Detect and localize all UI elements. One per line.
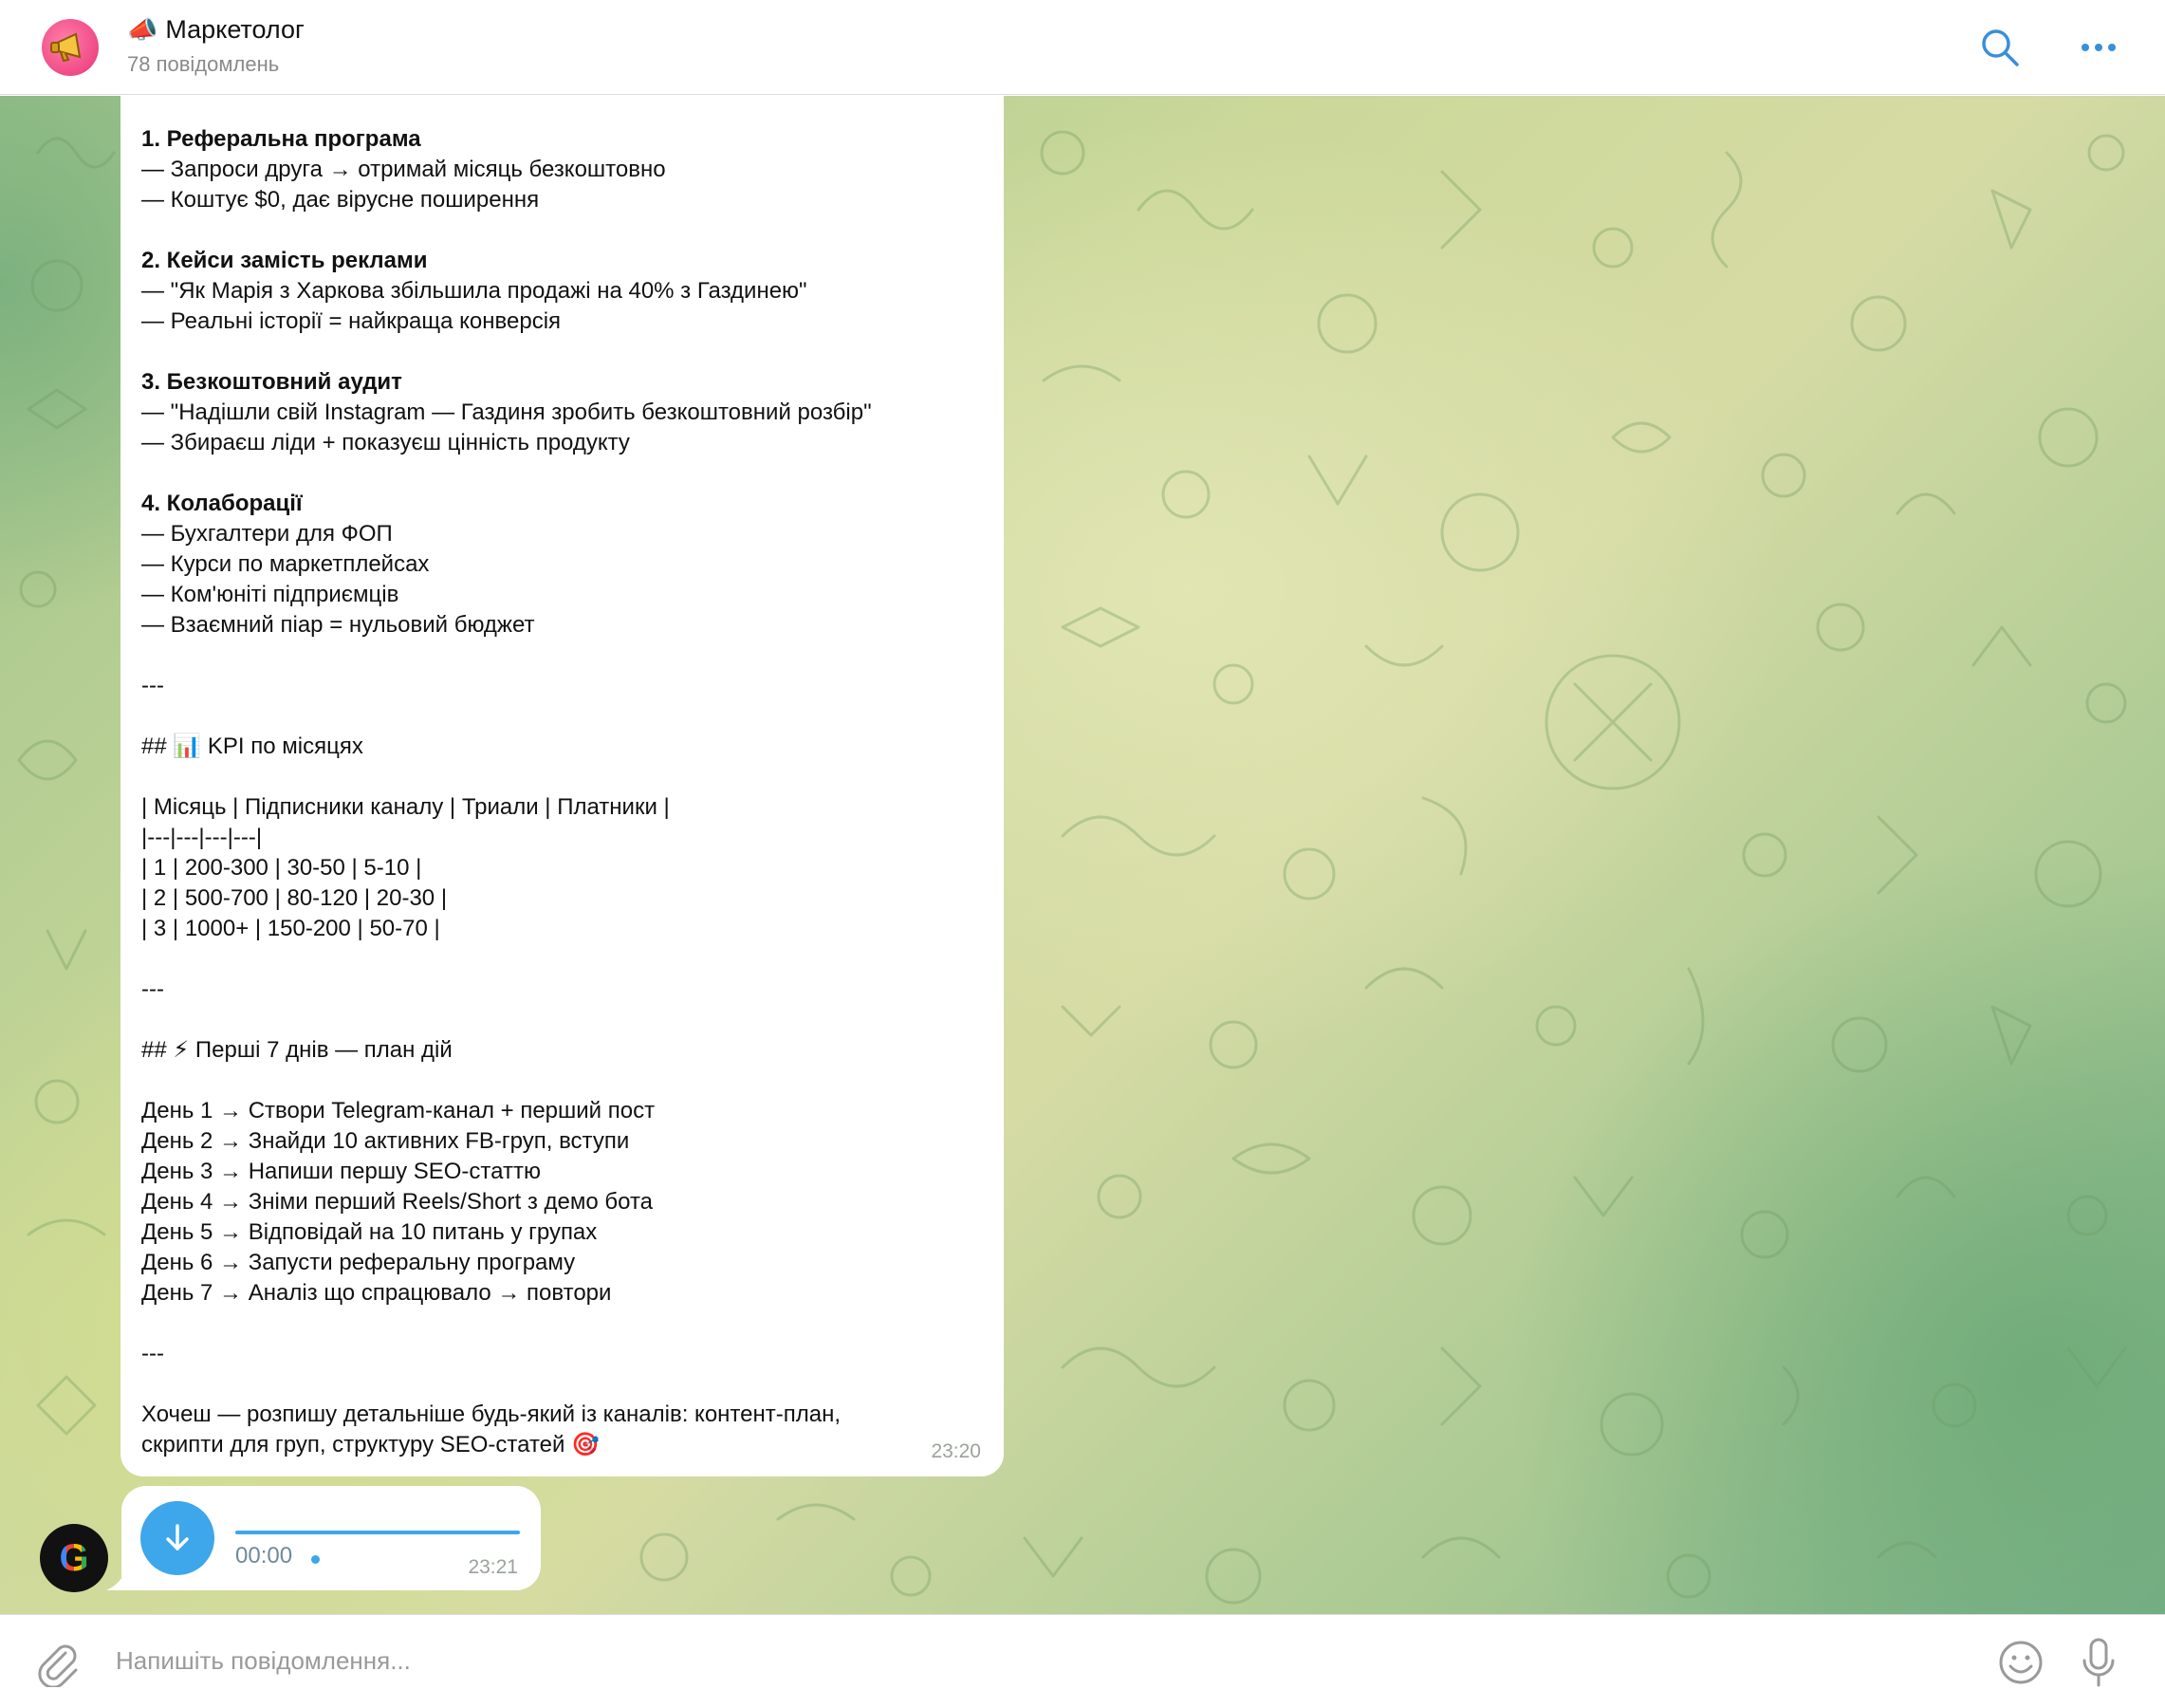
message-line: 2. Кейси замість реклами <box>141 248 428 273</box>
message-line: 3. Безкоштовний аудит <box>141 369 402 395</box>
message-line: — Запроси друга → отримай місяць безкоштовно <box>141 157 666 182</box>
message-text <box>141 124 983 1460</box>
message-line <box>141 1369 983 1400</box>
message-line: ## 📊 KPI по місяцях <box>141 733 363 759</box>
microphone-icon <box>2080 1636 2118 1689</box>
message-line: | Місяць | Підписники каналу | Триали | Платники | <box>141 794 670 820</box>
message-line: --- <box>141 1341 164 1366</box>
message-line <box>141 762 983 792</box>
message-line: |---|---|---|---| <box>141 825 263 850</box>
message-line: — Реальні історії = найкраща конверсія <box>141 308 562 334</box>
voice-duration: 00:00 <box>235 1543 293 1569</box>
search-icon <box>1979 27 2021 68</box>
chat-title-text: Маркетолог <box>165 15 305 44</box>
message-line: — Взаємний піар = нульовий бюджет <box>141 612 535 638</box>
message-line: — "Як Марія з Харкова збільшила продажі на 40% з Газдинею" <box>141 278 807 304</box>
unplayed-dot <box>311 1555 320 1564</box>
message-line: --- <box>141 976 164 1002</box>
attach-button[interactable] <box>34 1640 82 1687</box>
chat-title <box>127 15 305 45</box>
message-line <box>141 1309 983 1339</box>
sender-avatar[interactable] <box>40 1524 108 1592</box>
voice-message-bubble[interactable] <box>121 1486 541 1590</box>
message-line: День 7 → Аналіз що спрацювало → повтори <box>141 1280 612 1306</box>
message-line: | 3 | 1000+ | 150-200 | 50-70 | <box>141 916 440 941</box>
message-line: — Коштує $0, дає вірусне поширення <box>141 187 540 213</box>
message-time: 23:20 <box>931 1440 981 1462</box>
message-line: День 3 → Напиши першу SEO-статтю <box>141 1159 541 1184</box>
message-line: День 5 → Відповідай на 10 питань у групах <box>141 1219 598 1245</box>
message-line: --- <box>141 673 164 698</box>
emoji-button[interactable] <box>1996 1638 2045 1687</box>
sender-avatar-letter: G <box>59 1536 89 1579</box>
more-button[interactable] <box>2078 28 2119 66</box>
message-line <box>141 701 983 732</box>
message-line: | 2 | 500-700 | 80-120 | 20-30 | <box>141 885 448 911</box>
message-line: — "Надішли свій Instagram — Газдиня зробить безкоштовний розбір" <box>141 399 872 425</box>
message-line: — Ком'юніті підприємців <box>141 582 399 607</box>
search-button[interactable] <box>1979 27 2021 68</box>
message-bubble[interactable] <box>120 96 1004 1476</box>
message-line <box>141 1066 983 1096</box>
paperclip-icon <box>34 1640 82 1687</box>
message-count: 78 повідомлень <box>127 52 280 76</box>
download-button[interactable] <box>140 1501 214 1575</box>
message-line <box>141 215 983 246</box>
message-line <box>141 458 983 489</box>
message-line <box>141 944 983 975</box>
message-line: День 2 → Знайди 10 активних FB-груп, вступи <box>141 1128 630 1154</box>
message-line: 4. Колаборації <box>141 491 303 516</box>
channel-avatar[interactable] <box>42 19 99 76</box>
message-line: День 1 → Створи Telegram-канал + перший пост <box>141 1098 656 1123</box>
message-input[interactable] <box>116 1632 1966 1689</box>
message-composer <box>0 1614 2165 1708</box>
chat-area[interactable] <box>0 96 2165 1614</box>
message-line: 1. Реферальна програма <box>141 126 421 152</box>
download-arrow-icon <box>160 1521 194 1555</box>
microphone-button[interactable] <box>2080 1636 2118 1689</box>
message-line: ## ⚡ Перші 7 днів — план дій <box>141 1037 453 1063</box>
megaphone-icon <box>49 28 91 66</box>
emoji-icon <box>1996 1638 2045 1687</box>
message-line <box>141 640 983 671</box>
megaphone-emoji-icon: 📣 <box>127 15 158 44</box>
voice-message-time: 23:21 <box>468 1556 518 1578</box>
message-line: — Збираєш ліди + показуєш цінність продукту <box>141 430 630 455</box>
message-line: — Курси по маркетплейсах <box>141 551 430 577</box>
message-line: День 6 → Запусти реферальну програму <box>141 1250 576 1275</box>
message-line: | 1 | 200-300 | 30-50 | 5-10 | <box>141 855 422 881</box>
message-line: День 4 → Зніми перший Reels/Short з демо бота <box>141 1189 654 1215</box>
message-line: — Бухгалтери для ФОП <box>141 521 393 547</box>
message-line: Хочеш — розпишу детальніше будь-який із каналів: контент-план, <box>141 1402 841 1427</box>
more-icon <box>2078 28 2119 66</box>
chat-header <box>0 0 2165 95</box>
message-line: скрипти для груп, структуру SEO-статей 🎯 <box>141 1432 600 1457</box>
message-line <box>141 337 983 367</box>
message-line <box>141 1005 983 1035</box>
voice-waveform[interactable] <box>235 1531 520 1534</box>
